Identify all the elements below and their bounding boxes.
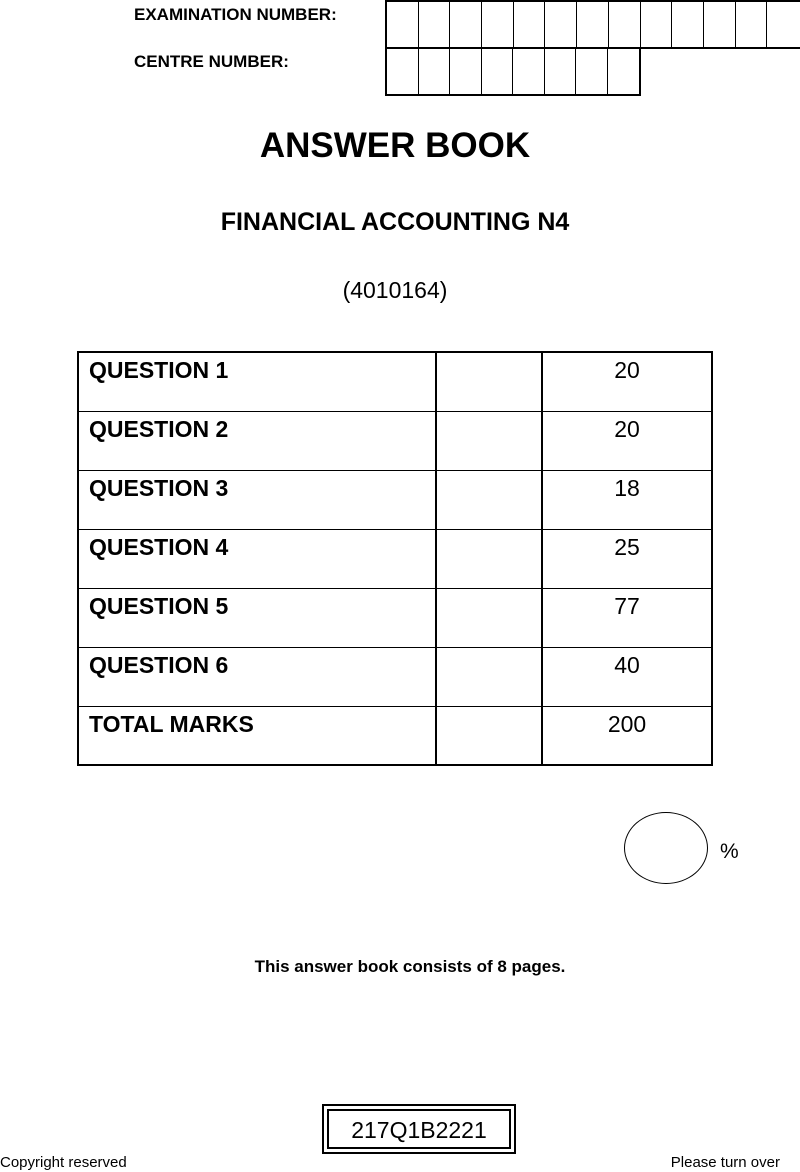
centre-number-digit[interactable] — [387, 49, 419, 94]
total-marks-label: TOTAL MARKS — [78, 706, 436, 765]
centre-number-digit[interactable] — [482, 49, 514, 94]
max-marks: 25 — [542, 529, 712, 588]
marks-obtained-cell[interactable] — [436, 529, 542, 588]
paper-code: 217Q1B2221 — [327, 1109, 511, 1149]
pages-note: This answer book consists of 8 pages. — [254, 957, 566, 976]
exam-number-digit[interactable] — [450, 2, 482, 47]
max-marks: 20 — [542, 411, 712, 470]
exam-number-digit[interactable] — [577, 2, 609, 47]
question-label: QUESTION 5 — [78, 588, 436, 647]
exam-number-digit[interactable] — [736, 2, 768, 47]
centre-number-digit[interactable] — [545, 49, 577, 94]
total-obtained-cell[interactable] — [436, 706, 542, 765]
copyright-footer: Copyright reserved — [0, 1154, 127, 1171]
page-title: ANSWER BOOK — [259, 126, 531, 165]
exam-number-digit[interactable] — [482, 2, 514, 47]
exam-number-digit[interactable] — [545, 2, 577, 47]
table-row — [78, 529, 712, 588]
question-label: QUESTION 6 — [78, 647, 436, 706]
max-marks: 18 — [542, 470, 712, 529]
marks-obtained-cell[interactable] — [436, 647, 542, 706]
marks-obtained-cell[interactable] — [436, 470, 542, 529]
max-marks: 20 — [542, 352, 712, 411]
question-label: QUESTION 4 — [78, 529, 436, 588]
centre-number-label: CENTRE NUMBER: — [134, 52, 289, 71]
subject-title: FINANCIAL ACCOUNTING N4 — [220, 208, 570, 236]
centre-number-digit[interactable] — [576, 49, 608, 94]
centre-number-boxes[interactable] — [385, 47, 641, 96]
exam-number-digit[interactable] — [514, 2, 546, 47]
exam-number-digit[interactable] — [609, 2, 641, 47]
total-max-marks: 200 — [542, 706, 712, 765]
marks-obtained-cell[interactable] — [436, 352, 542, 411]
exam-number-digit[interactable] — [419, 2, 451, 47]
exam-number-digit[interactable] — [672, 2, 704, 47]
percent-sign: % — [720, 840, 739, 863]
centre-number-digit[interactable] — [450, 49, 482, 94]
table-row — [78, 352, 712, 411]
subject-code: (4010164) — [342, 277, 448, 303]
exam-number-digit[interactable] — [704, 2, 736, 47]
question-label: QUESTION 2 — [78, 411, 436, 470]
table-row — [78, 706, 712, 765]
question-label: QUESTION 3 — [78, 470, 436, 529]
table-row — [78, 588, 712, 647]
max-marks: 40 — [542, 647, 712, 706]
paper-code-box — [322, 1104, 516, 1154]
marks-obtained-cell[interactable] — [436, 588, 542, 647]
table-row — [78, 470, 712, 529]
exam-number-digit[interactable] — [387, 2, 419, 47]
centre-number-digit[interactable] — [608, 49, 640, 94]
exam-number-boxes[interactable] — [385, 0, 800, 49]
centre-number-digit[interactable] — [419, 49, 451, 94]
marks-table — [77, 351, 713, 766]
turn-over-footer: Please turn over — [670, 1154, 780, 1171]
exam-number-label: EXAMINATION NUMBER: — [134, 5, 337, 24]
percentage-circle[interactable] — [624, 812, 708, 884]
exam-number-digit[interactable] — [767, 2, 799, 47]
table-row — [78, 647, 712, 706]
max-marks: 77 — [542, 588, 712, 647]
exam-number-digit[interactable] — [641, 2, 673, 47]
question-label: QUESTION 1 — [78, 352, 436, 411]
table-row — [78, 411, 712, 470]
marks-obtained-cell[interactable] — [436, 411, 542, 470]
centre-number-digit[interactable] — [513, 49, 545, 94]
